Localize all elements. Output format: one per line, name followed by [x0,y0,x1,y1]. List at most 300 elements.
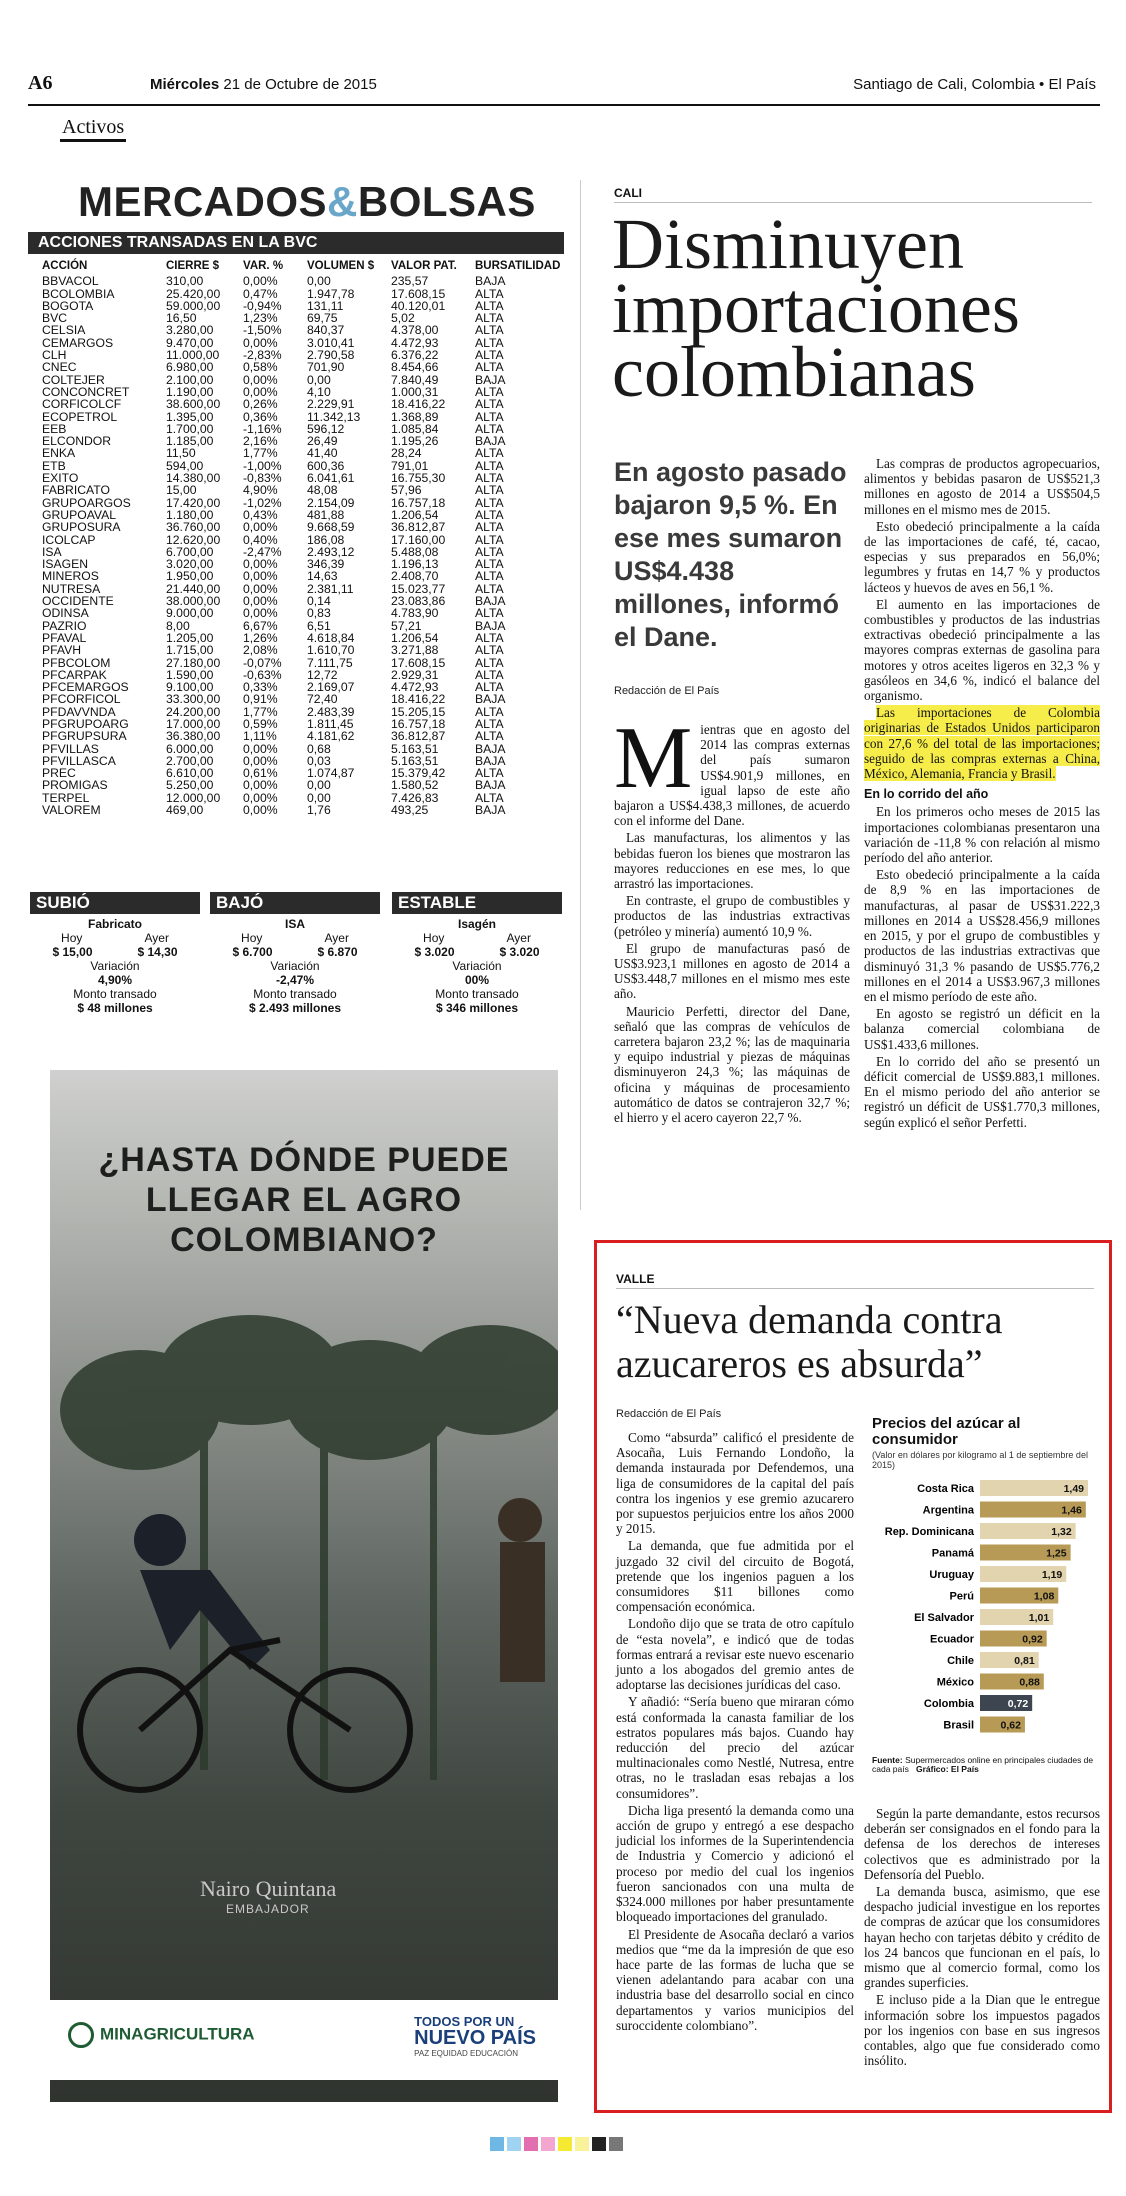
article1-subhead: En lo corrido del año [864,787,989,802]
table-cell: 1.811,45 [307,716,354,731]
table-cell: ALTA [475,348,504,363]
article2-p7: Según la parte demandante, estos recursos deberán ser consignados en el fondo para la defensa de los derechos de intereses colectivos que es administrado por la Defensoría del Pueblo. [864,1806,1100,1882]
table-cell: PFAVAL [42,630,87,645]
hoy-label: Hoy [423,931,445,945]
table-row [28,521,564,533]
amount-value: $ 48 millones [77,1001,153,1015]
table-row [28,398,564,410]
chart-category-label: México [936,1676,974,1689]
chart-category-label: Panamá [931,1547,974,1560]
table-cell: GRUPOSURA [42,520,121,535]
table-cell: COLTEJER [42,372,105,387]
table-cell: ALTA [475,483,504,498]
table-cell: ALTA [475,790,504,805]
ayer-label: Ayer [506,931,531,945]
table-cell: PAZRIO [42,618,87,633]
table-cell: 310,00 [166,274,204,289]
table-cell: 131,11 [307,298,344,313]
table-cell: 7.111,75 [307,655,353,670]
table-cell: 1,11% [243,729,277,744]
table-cell: -0,07% [243,655,282,670]
article1-headline: Disminuyen importaciones colombianas [612,204,1020,412]
table-cell: 1.368,89 [391,409,439,424]
table-cell: 594,00 [166,458,204,473]
table-cell: 0,00% [243,569,278,584]
table-cell: 48,08 [307,483,338,498]
table-cell: 6.610,00 [166,766,214,781]
table-cell: 12.620,00 [166,532,221,547]
table-cell: 0,00 [307,274,331,289]
table-cell: 8,00 [166,618,190,633]
table-cell: BAJA [475,618,506,633]
table-cell: TERPEL [42,790,90,805]
table-cell: 2.408,70 [391,569,439,584]
chart-category-label: Chile [947,1655,974,1667]
stocks-body [28,275,564,816]
table-cell: ALTA [475,680,504,695]
table-cell: -0,94% [243,298,282,313]
article1-p4: El grupo de manufacturas pasó de US$3.923,1 millones en agosto de 2014 a US$3.448,7 millones en el mismo mes este año. [614,940,850,1002]
table-cell: 2.381,11 [307,581,354,596]
markets-title: MERCADOS&BOLSAS [78,178,536,225]
table-cell: ISAGEN [42,557,89,572]
table-cell: 0,40% [243,532,278,547]
dateline [150,76,377,93]
table-cell: BVC [42,311,68,326]
table-cell: 1,76 [307,803,331,818]
hoy-value: $ 3.020 [414,945,455,959]
summary-stock-name: ISA [284,917,305,931]
table-cell: BAJA [475,753,506,768]
summary-head: SUBIÓ [30,892,200,914]
table-cell: PFVILLAS [42,741,99,756]
table-cell: 0,00% [243,594,278,609]
table-row [28,607,564,619]
table-cell: 1.206,54 [391,630,439,645]
header-rule [28,104,1100,106]
table-cell: 4,90% [243,483,278,498]
table-cell: 0,00% [243,335,278,350]
table-cell: 0,00% [243,778,278,793]
table-cell: 2,16% [243,434,278,449]
article2-p9: E incluso pide a la Dian que le entregue información sobre los impuestos pagados por los ingenios con base en sus ingresos contables, algo que fue considerado como insólito. [864,1992,1100,2069]
amount-label: Monto transado [435,987,519,1001]
table-cell: 9.470,00 [166,335,214,350]
article2-col2 [864,1806,1100,2070]
table-cell: BAJA [475,372,506,387]
stocks-header-row [28,260,564,275]
highlighted-text: Las importaciones de Colombia originarias de Estados Unidos participaron con 27,6 % del total de las importaciones; seguido de las compras externas a China, México, Alemania, Francia y Brasil. [864,705,1100,782]
table-cell: 1,23% [243,311,278,326]
table-cell: 16.757,18 [391,495,446,510]
table-cell: 15.379,42 [391,766,446,781]
nuevo-pais-logo: TODOS POR UN NUEVO PAÍS PAZ EQUIDAD EDUCACIÓN [414,2014,536,2058]
table-cell: PFVILLASCA [42,753,116,768]
chart-value-label: 1,19 [1041,1569,1063,1581]
table-cell: BAJA [475,692,506,707]
chart-subtitle: (Valor en dólares por kilogramo al 1 de septiembre del 2015) [872,1450,1088,1470]
table-cell: 12.000,00 [166,790,221,805]
chart-value-label: 0,72 [1007,1698,1029,1710]
table-cell: 17.420,00 [166,495,221,510]
table-cell: 840,37 [307,323,345,338]
chart-value-label: 1,01 [1028,1612,1050,1624]
table-row [28,447,564,459]
table-row [28,644,564,656]
table-cell: CORFICOLCF [42,397,122,412]
table-cell: 4.618,84 [307,630,355,645]
table-cell: CELSIA [42,323,86,338]
table-cell: 69,75 [307,311,338,326]
table-cell: 1.085,84 [391,421,439,436]
table-cell: 4.472,93 [391,335,439,350]
table-cell: 72,40 [307,692,338,707]
table-cell: 9.100,00 [166,680,214,695]
table-cell: ALTA [475,643,504,658]
table-cell: 469,00 [166,803,204,818]
chart-category-label: Rep. Dominicana [884,1526,974,1538]
article2-p5: Dicha liga presentó la demanda como una acción de grupo y entregó a ese despacho judicial los informes de la Superintendencia de Industria y Comercio y adicionó el proceso por medio del cual los ingenios fueron sancionados con una multa de $324.000 millones por haber presuntamente bloqueado importaciones del granulado. [616,1802,854,1925]
table-cell: -0,63% [243,667,282,682]
article1-col1 [614,710,850,1127]
table-cell: ALTA [475,630,504,645]
table-cell: ALTA [475,409,504,424]
table-cell: 346,39 [307,557,345,572]
article2-byline: Redacción de El País [616,1408,722,1420]
table-cell: 5.163,51 [391,741,439,756]
chart-category-label: El Salvador [914,1612,974,1624]
table-cell: 15.205,15 [391,704,446,719]
sugar-price-chart [872,1416,1094,1780]
table-cell: 0,36% [243,409,278,424]
chart-category-label: Ecuador [929,1633,974,1646]
table-cell: ALTA [475,471,504,486]
table-cell: 6.700,00 [166,544,214,559]
table-cell: 6.041,61 [307,471,355,486]
table-cell: ALTA [475,446,504,461]
table-cell: PFGRUPOARG [42,716,129,731]
table-cell: 3.280,00 [166,323,214,338]
table-cell: 0,43% [243,507,278,522]
table-cell: 0,00% [243,384,278,399]
table-cell: -0,83% [243,471,282,486]
table-cell: 0,00% [243,581,278,596]
table-cell: PREC [42,766,76,781]
table-cell: 0,61% [243,766,278,781]
variation-label: Variación [90,959,140,973]
table-cell: MINEROS [42,569,99,584]
table-cell: 1.610,70 [307,643,355,658]
table-cell: 57,21 [391,618,422,633]
summary-label-row [210,931,380,945]
print-color-marks [490,2137,623,2151]
table-cell: 0,14 [307,594,331,609]
table-cell: 5.163,51 [391,753,439,768]
table-cell: VALOREM [42,803,101,818]
article1-deck: En agosto pasado bajaron 9,5 %. En ese mes sumaron US$4.438 millones, informó el Dane. [614,457,847,652]
table-cell: 23.083,86 [391,594,446,609]
table-cell: 600,36 [307,458,345,473]
table-cell: ISA [42,544,62,559]
table-cell: 33.300,00 [166,692,221,707]
table-cell: 0,00 [307,778,331,793]
chart-value-label: 1,49 [1063,1483,1084,1495]
table-cell: 1.190,00 [166,384,214,399]
table-cell: 6.980,00 [166,360,214,375]
table-cell: 11,50 [166,446,196,461]
table-row [28,324,564,336]
summary-stock-name: Fabricato [87,917,142,931]
table-cell: FABRICATO [42,483,110,498]
hoy-label: Hoy [241,931,263,945]
hoy-label: Hoy [61,931,83,945]
table-cell: 15.023,77 [391,581,446,596]
article2-col1 [616,1430,854,2035]
chart-value-label: 0,88 [1019,1676,1040,1689]
table-cell: 1.195,26 [391,434,439,449]
table-cell: 4,10 [307,384,331,399]
article2-kicker-rule [616,1288,1094,1289]
table-cell: -1,50% [243,323,282,338]
article2-p8: La demanda busca, asimismo, que ese despacho judicial investigue en los reportes de compras de azúcar que los consumidores hayan hecho con tarjetas débito y crédito de los 24 bancos que funcionan en el país, lo mismo que al comercio formal, como los grandes superficies. [864,1884,1100,1991]
table-cell: 0,58% [243,360,278,375]
table-cell: 0,00% [243,274,278,289]
stocks-table [28,260,564,816]
table-cell: ALTA [475,507,504,522]
table-cell: PROMIGAS [42,778,108,793]
table-row [28,361,564,373]
table-cell: 2.483,39 [307,704,355,719]
table-cell: 1.000,31 [391,384,439,399]
chart-value-label: 0,62 [1000,1719,1021,1732]
table-row [28,484,564,496]
table-cell: PFCORFICOL [42,692,121,707]
table-cell: 36.760,00 [166,520,221,535]
table-cell: -1,00% [243,458,282,473]
table-cell: 18.416,22 [391,397,446,412]
table-cell: 6.000,00 [166,741,214,756]
table-cell: 3.010,41 [307,335,355,350]
table-cell: ECOPETROL [42,409,118,424]
article1-p2: Las manufacturas, los alimentos y las bebidas fueron los bienes que mostraron las mayores reducciones en ese mes, lo que arrastró las importaciones. [614,830,850,892]
article1-p13: En lo corrido del año se presentó un déficit comercial de US$9.883,1 millones. En el mismo periodo del año anterior se registró un déficit de US$1.770,3 millones, según explicó el señor Perfetti. [864,1053,1100,1130]
column-header: VAR. % [243,260,284,272]
table-cell: 14,63 [307,569,338,584]
table-cell: 0,00 [307,372,331,387]
chart-value-label: 1,32 [1051,1526,1072,1538]
ayer-value: $ 14,30 [137,945,178,959]
table-cell: 2.169,07 [307,680,355,695]
article1-p3: En contraste, el grupo de combustibles y productos de las industrias extractivas (petróleo y minería) aumentó 10,9 %. [614,893,850,939]
table-cell: 24.200,00 [166,704,221,719]
place-line: Santiago de Cali, Colombia • El País [853,76,1096,93]
table-cell: ELCONDOR [42,434,112,449]
table-cell: 12,72 [307,667,338,682]
column-header: VALOR PAT. [391,260,457,272]
table-row [28,570,564,582]
table-cell: 17.000,00 [166,716,221,731]
table-cell: 1.715,00 [166,643,214,658]
table-row [28,657,564,669]
chart-category-label: Uruguay [929,1569,974,1581]
article2-kicker: VALLE [616,1272,655,1286]
table-cell: 1.580,52 [391,778,439,793]
amount-value: $ 2.493 millones [248,1001,342,1015]
article2-headline: “Nueva demanda contra azucareros es absurda” [616,1297,1003,1386]
table-cell: 0,00% [243,790,278,805]
table-cell: PFCEMARGOS [42,680,129,695]
table-cell: 0,91% [243,692,278,707]
ayer-value: $ 6.870 [317,945,358,959]
table-cell: 186,08 [307,532,345,547]
table-cell: 1.206,54 [391,507,439,522]
table-cell: EXITO [42,471,79,486]
table-cell: 0,00% [243,557,278,572]
table-cell: 36.380,00 [166,729,221,744]
column-header: BURSATILIDAD [475,260,561,272]
summary-value-row [210,945,380,959]
table-cell: 596,12 [307,421,345,436]
table-cell: 57,96 [391,483,422,498]
table-cell: 3.020,00 [166,557,214,572]
table-cell: 791,01 [391,458,429,473]
table-cell: ALTA [475,520,504,535]
table-row [28,693,564,705]
table-cell: 1.395,00 [166,409,214,424]
table-cell: 16.757,18 [391,716,446,731]
article1-p6: Las compras de productos agropecuarios, alimentos y bebidas pasaron de US$521,3 millones en agosto de 2014 a US$504,5 millones en el mismo mes de 2015. [864,456,1100,517]
table-cell: ALTA [475,335,504,350]
table-cell: 1.590,00 [166,667,214,682]
table-cell: 36.812,87 [391,520,446,535]
table-cell: 6,51 [307,618,331,633]
table-row [28,411,564,423]
table-cell: 1,77% [243,446,278,461]
table-cell: BAJA [475,434,506,449]
column-header: CIERRE $ [166,260,220,272]
table-cell: CEMARGOS [42,335,114,350]
table-cell: 0,47% [243,286,278,301]
table-cell: 7.426,83 [391,790,439,805]
table-cell: ETB [42,458,66,473]
table-cell: -2,47% [243,544,282,559]
table-cell: ICOLCAP [42,532,96,547]
table-cell: 0,00% [243,803,278,818]
table-cell: PFAVH [42,643,82,658]
seal-icon [68,2022,94,2048]
variation-value: 4,90% [97,973,133,987]
ad-rider-role: EMBAJADOR [226,1902,310,1916]
column-header: VOLUMEN $ [307,260,375,272]
chart-category-label: Argentina [922,1504,974,1517]
table-cell: 18.416,22 [391,692,446,707]
table-cell: 2.790,58 [307,348,355,363]
article1-p7: Esto obedeció principalmente a la caída de las importaciones de café, té, cacao, especias y sus preparados en 56,0%; legumbres y frutas en 14,7 % y productos lácteos y huevos de aves en 56,1 %. [864,518,1100,595]
table-cell: 2.929,31 [391,667,439,682]
article1-p9 [864,705,1100,781]
table-cell: ALTA [475,655,504,670]
table-cell: 5.488,08 [391,544,439,559]
table-cell: 2,08% [243,643,278,658]
chart-source: Fuente: Supermercados online en principales ciudades de cada país Gráfico: El País [872,1755,1094,1774]
table-cell: 8.454,66 [391,360,439,375]
table-cell: 4.378,00 [391,323,439,338]
table-cell: ALTA [475,606,504,621]
variation-value: 00% [464,973,490,987]
table-cell: 0,33% [243,680,278,695]
table-cell: BAJA [475,741,506,756]
article1-byline: Redacción de El País [614,685,720,697]
table-cell: BAJA [475,594,506,609]
table-cell: 1.185,00 [166,434,214,449]
table-cell: 21.440,00 [166,581,221,596]
article1-p5: Mauricio Perfetti, director del Dane, señaló que las compras de vehículos de carretera bajaron 23,2 %; las de maquinaria y equipo industrial y piezas de máquinas disminuyeron 24,3 %; las máquinas de oficina y máquinas de procesamiento automático de datos se contrajeron 32,7 %; el hierro y el acero cayeron 22,7 %. [614,1003,850,1126]
table-cell: GRUPOAVAL [42,507,117,522]
summary-stock-name: Isagén [457,917,496,931]
table-cell: PFCARPAK [42,667,107,682]
table-row [28,275,564,287]
chart-value-label: 0,81 [1014,1655,1035,1667]
article1-p1: Mientras que en agosto del 2014 las compras externas del país sumaron US$4.901,9 millones, en igual lapso de este año bajaron a US$4.438,3 millones, de acuerdo con el informe del Dane. [614,710,850,829]
article2-p3: Londoño dijo que se trata de otro capítulo de “esta novela”, e indicó que de todas formas entrará a revisar este nuevo escenario junto a los abogados del gremio antes de adoptarse las decisiones jurídicas del caso. [616,1616,854,1693]
table-cell: CLH [42,348,67,363]
table-cell: ALTA [475,384,504,399]
ayer-label: Ayer [144,931,169,945]
table-cell: 38.600,00 [166,397,221,412]
table-cell: EEB [42,421,67,436]
table-row [28,534,564,546]
table-cell: CONCONCRET [42,384,130,399]
table-cell: BOGOTA [42,298,94,313]
day: Miércoles [150,76,220,93]
table-cell: 493,25 [391,803,429,818]
table-cell: ALTA [475,323,504,338]
table-row [28,730,564,742]
amount-label: Monto transado [73,987,157,1001]
table-cell: ALTA [475,421,504,436]
table-cell: ALTA [475,544,504,559]
article2-p4: Y añadió: “Sería bueno que miraran cómo está conformada la canasta familiar de los estratos populares más bajos. Cuando hay reducción del precio del azúcar multinacionales como Nestlé, Nutresa, entre otras, no le trasladan esas rebajas a los consumidores”. [616,1694,854,1801]
table-cell: -1,02% [243,495,282,510]
table-cell: BAJA [475,778,506,793]
table-cell: ALTA [475,360,504,375]
table-cell: ALTA [475,311,504,326]
table-cell: ALTA [475,286,504,301]
table-cell: BCOLOMBIA [42,286,115,301]
table-cell: 0,00% [243,520,278,535]
table-cell: 0,59% [243,716,278,731]
minagricultura-logo: MINAGRICULTURA [68,2022,255,2048]
table-cell: 2.229,91 [307,397,355,412]
summary-value-row [392,945,562,959]
ad-logo-bar [50,2000,558,2080]
chart-value-label: 0,92 [1022,1633,1043,1646]
table-cell: 17.608,15 [391,655,446,670]
date: 21 de Octubre de 2015 [223,76,377,93]
table-cell: 1.947,78 [307,286,355,301]
bvc-bar: ACCIONES TRANSADAS EN LA BVC [28,232,564,254]
section-tag: Activos [60,116,126,142]
table-cell: 1.950,00 [166,569,214,584]
table-cell: 15,00 [166,483,197,498]
summary-head: ESTABLE [392,892,562,914]
table-cell: 6,67% [243,618,278,633]
column-header: ACCIÓN [42,260,88,272]
table-cell: 16.755,30 [391,471,446,486]
table-cell: 1.074,87 [307,766,355,781]
table-cell: 9.668,59 [307,520,355,535]
table-cell: 0,00 [307,790,331,805]
